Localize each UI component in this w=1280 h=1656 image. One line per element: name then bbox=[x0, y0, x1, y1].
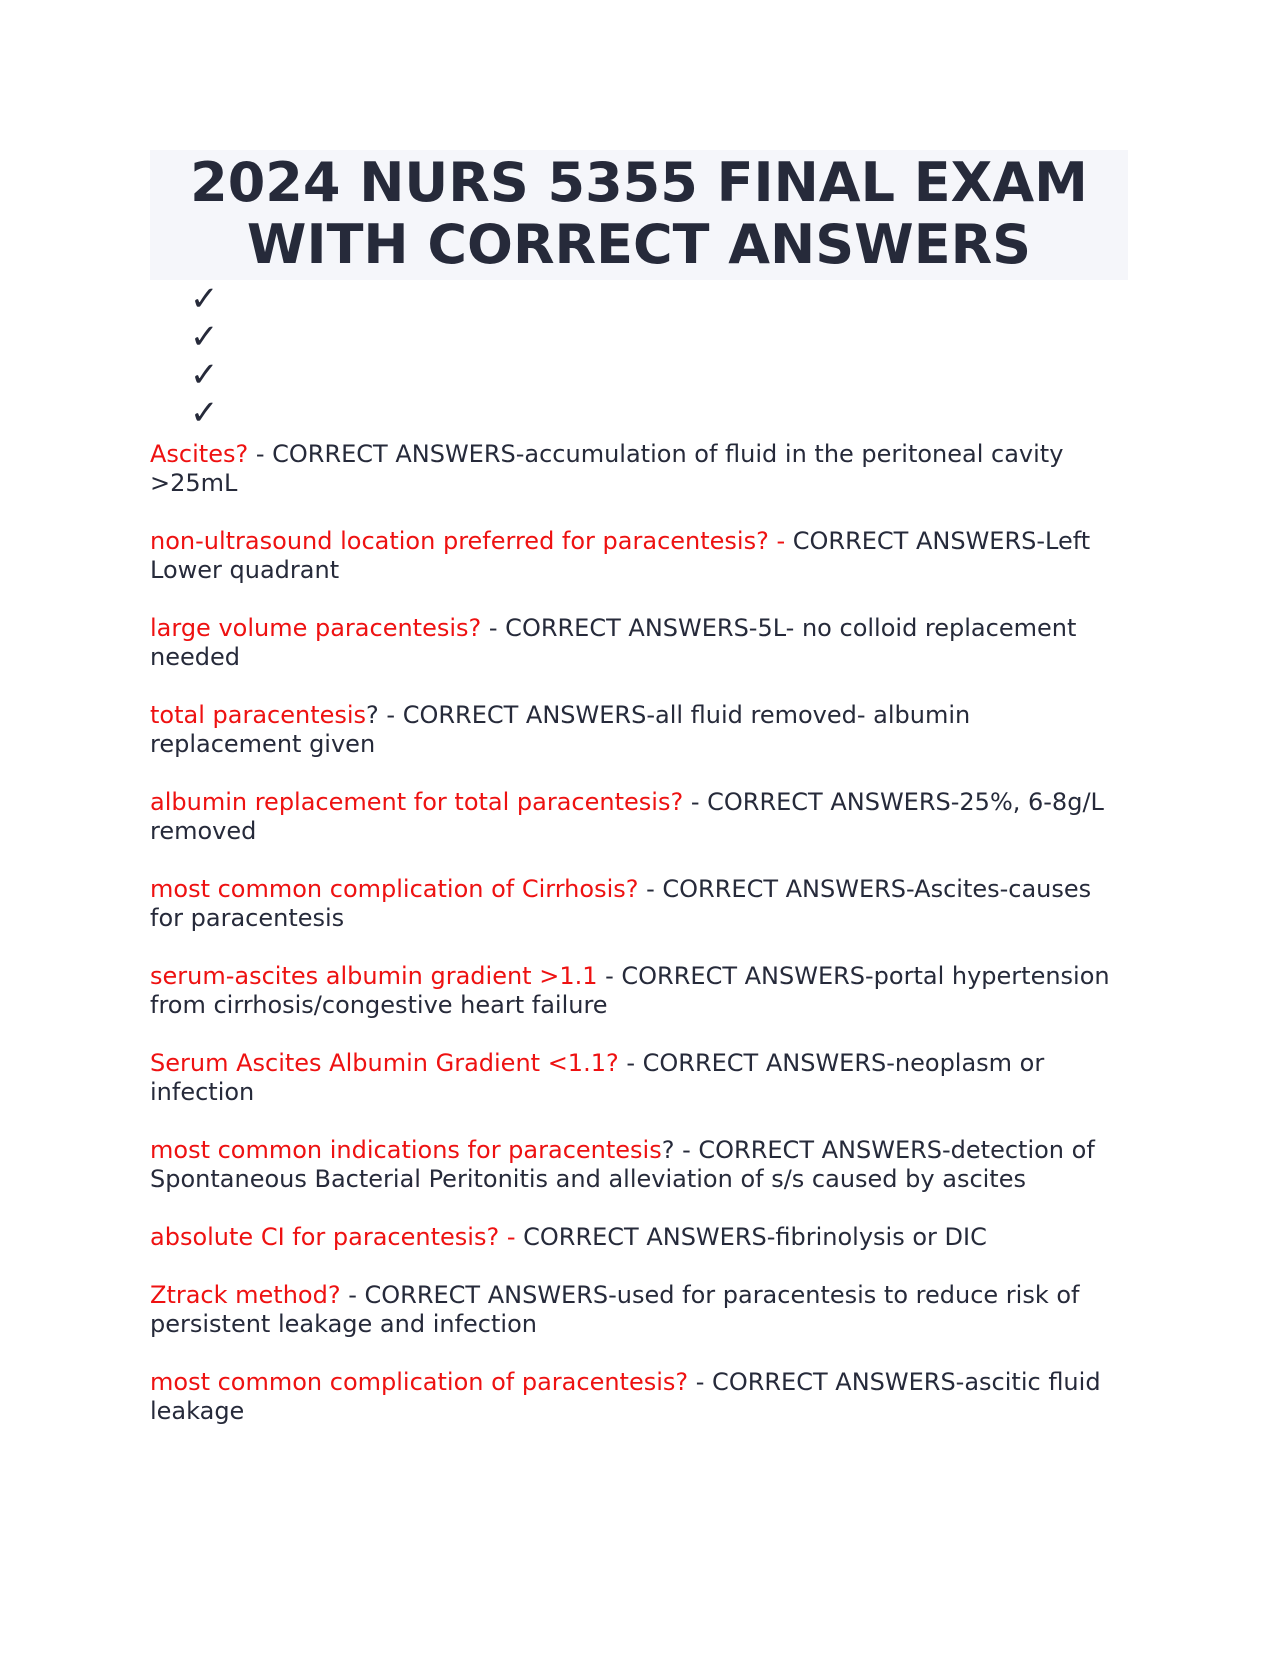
question-text: serum-ascites albumin gradient >1.1 bbox=[150, 962, 598, 990]
answer-text: - CORRECT ANSWERS-5L- no colloid replacement needed bbox=[150, 614, 1077, 671]
qa-item bbox=[150, 962, 1128, 1020]
qa-item bbox=[150, 1049, 1128, 1107]
qa-item bbox=[150, 440, 1128, 498]
question-text: Ascites? bbox=[150, 440, 249, 468]
qa-item bbox=[150, 1223, 1128, 1252]
checkmark-icon: ✓ bbox=[190, 317, 219, 357]
question-text: Serum Ascites Albumin Gradient <1.1? bbox=[150, 1049, 619, 1077]
qa-item bbox=[150, 701, 1128, 759]
document-page bbox=[150, 150, 1128, 1455]
answer-text: ? - CORRECT ANSWERS-detection of Spontaneous Bacterial Peritonitis and alleviation of s/s caused by ascites bbox=[150, 1136, 1095, 1193]
question-text: most common complication of paracentesis? bbox=[150, 1368, 689, 1396]
question-text: absolute CI for paracentesis? - bbox=[150, 1223, 516, 1251]
qa-item bbox=[150, 614, 1128, 672]
answer-text: - CORRECT ANSWERS-ascitic fluid leakage bbox=[150, 1368, 1101, 1425]
title-banner bbox=[150, 150, 1128, 280]
answer-text: ? - CORRECT ANSWERS-all fluid removed- albumin replacement given bbox=[150, 701, 971, 758]
answer-text: - CORRECT ANSWERS-used for paracentesis to reduce risk of persistent leakage and infection bbox=[150, 1281, 1080, 1338]
answer-text: - CORRECT ANSWERS-accumulation of fluid in the peritoneal cavity >25mL bbox=[150, 440, 1064, 497]
checkmark-icon: ✓ bbox=[190, 355, 219, 395]
qa-item bbox=[150, 527, 1128, 585]
qa-list bbox=[150, 440, 1128, 1426]
question-text: non-ultrasound location preferred for paracentesis? - bbox=[150, 527, 786, 555]
page-title: 2024 NURS 5355 FINAL EXAM WITH CORRECT ANSWERS bbox=[190, 151, 1088, 276]
question-text: most common indications for paracentesis bbox=[150, 1136, 662, 1164]
answer-text: CORRECT ANSWERS-Left Lower quadrant bbox=[150, 527, 1091, 584]
answer-text: CORRECT ANSWERS-fibrinolysis or DIC bbox=[515, 1223, 987, 1251]
question-text: total paracentesis bbox=[150, 701, 367, 729]
qa-item bbox=[150, 1281, 1128, 1339]
checkmark-icon: ✓ bbox=[190, 279, 219, 319]
answer-text: - CORRECT ANSWERS-Ascites-causes for paracentesis bbox=[150, 875, 1092, 932]
question-text: most common complication of Cirrhosis? bbox=[150, 875, 639, 903]
question-text: albumin replacement for total paracentesis? bbox=[150, 788, 684, 816]
question-text: large volume paracentesis? bbox=[150, 614, 482, 642]
answer-text: - CORRECT ANSWERS-portal hypertension from cirrhosis/congestive heart failure bbox=[150, 962, 1110, 1019]
question-text: Ztrack method? bbox=[150, 1281, 341, 1309]
checkmark-list bbox=[150, 280, 1128, 432]
answer-text: - CORRECT ANSWERS-25%, 6-8g/L removed bbox=[150, 788, 1104, 845]
qa-item bbox=[150, 788, 1128, 846]
checkmark-icon: ✓ bbox=[190, 393, 219, 433]
qa-item bbox=[150, 1136, 1128, 1194]
qa-item bbox=[150, 875, 1128, 933]
answer-text: - CORRECT ANSWERS-neoplasm or infection bbox=[150, 1049, 1045, 1106]
qa-item bbox=[150, 1368, 1128, 1426]
